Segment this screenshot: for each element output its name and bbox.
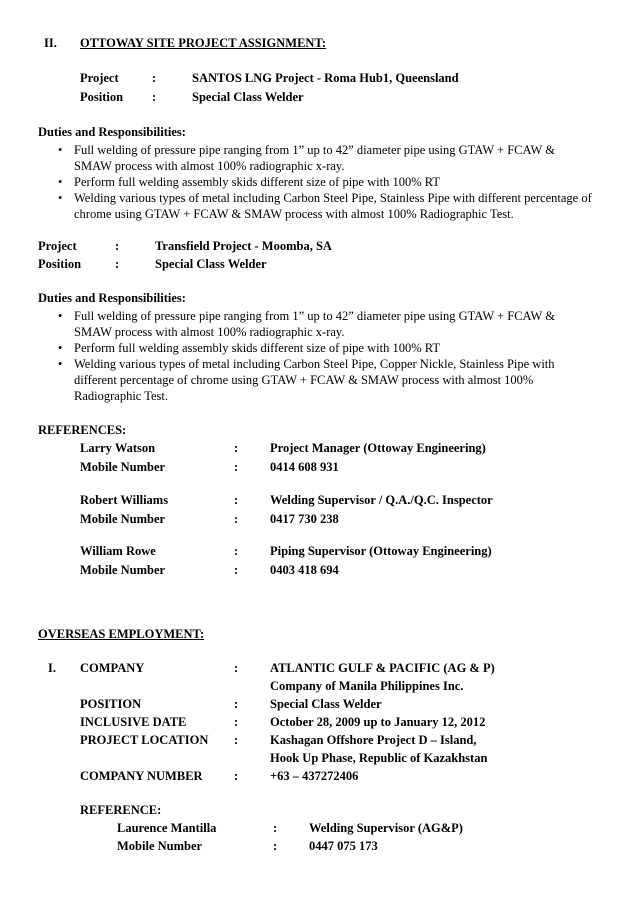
colon: : [115, 239, 120, 253]
colon: : [234, 697, 239, 711]
company-value: ATLANTIC GULF & PACIFIC (AG & P) [270, 661, 495, 675]
references-heading: REFERENCES: [38, 423, 127, 437]
colon: : [234, 769, 239, 783]
location-value-line2: Hook Up Phase, Republic of Kazakhstan [270, 751, 488, 765]
duty-item: • Welding various types of metal including Carbon Steel Pipe, Copper Nickle, Stainless Pipe with different percentage of chrome using GTAW + FCAW & SMAW process with almost 100% Radiographic Test. [58, 357, 555, 403]
bullet-icon: • [58, 191, 63, 205]
duty-item: • Perform full welding assembly skids different size of pipe with 100% RT [58, 175, 440, 189]
colon: : [152, 71, 157, 85]
location-value: Kashagan Offshore Project D – Island, [270, 733, 477, 747]
duties-list [50, 308, 585, 404]
section-numeral: I. [48, 661, 56, 675]
colon: : [273, 839, 278, 853]
colon: : [234, 441, 239, 455]
mobile-number: 0417 730 238 [270, 512, 339, 526]
position-value: Special Class Welder [155, 257, 267, 271]
company-label: COMPANY [80, 661, 145, 675]
reference-name: William Rowe [80, 544, 156, 558]
colon: : [234, 715, 239, 729]
colon: : [234, 733, 239, 747]
project-label: Project [80, 71, 119, 85]
colon: : [234, 563, 239, 577]
duty-item: • Welding various types of metal including Carbon Steel Pipe, Stainless Pipe with different percentage of chrome using GTAW + FCAW & SMAW process with almost 100% Radiographic Test. [58, 191, 592, 221]
reference-role: Welding Supervisor / Q.A./Q.C. Inspector [270, 493, 493, 507]
colon: : [273, 821, 278, 835]
overseas-heading: OVERSEAS EMPLOYMENT: [38, 627, 205, 641]
mobile-label: Mobile Number [80, 460, 166, 474]
project-label: Project [38, 239, 77, 253]
duty-item: • Perform full welding assembly skids different size of pipe with 100% RT [58, 341, 440, 355]
mobile-label: Mobile Number [117, 839, 203, 853]
colon: : [234, 512, 239, 526]
project-value: Transfield Project - Moomba, SA [155, 239, 332, 253]
reference-role: Welding Supervisor (AG&P) [309, 821, 463, 835]
duty-item: • Full welding of pressure pipe ranging from 1” up to 42” diameter pipe using GTAW + FCAW & SMAW process with almost 100% radiographic x-ray. [58, 309, 555, 339]
reference-name: Larry Watson [80, 441, 156, 455]
position-label: Position [38, 257, 82, 271]
colon: : [152, 90, 157, 104]
position-value: Special Class Welder [192, 90, 304, 104]
duty-item: • Full welding of pressure pipe ranging from 1” up to 42” diameter pipe using GTAW + FCAW & SMAW process with almost 100% radiographic x-ray. [58, 143, 555, 173]
duties-heading: Duties and Responsibilities: [38, 291, 186, 305]
mobile-number: 0414 608 931 [270, 460, 339, 474]
colon: : [234, 460, 239, 474]
reference-name: Laurence Mantilla [117, 821, 217, 835]
bullet-icon: • [58, 175, 63, 189]
section-heading: OTTOWAY SITE PROJECT ASSIGNMENT: [80, 36, 327, 50]
bullet-icon: • [58, 357, 63, 371]
company-number-label: COMPANY NUMBER [80, 769, 203, 783]
position-value: Special Class Welder [270, 697, 382, 711]
duties-list [50, 142, 595, 222]
mobile-label: Mobile Number [80, 563, 166, 577]
colon: : [234, 661, 239, 675]
colon: : [115, 257, 120, 271]
position-label: Position [80, 90, 124, 104]
section-numeral: II. [44, 36, 57, 50]
reference-role: Project Manager (Ottoway Engineering) [270, 441, 486, 455]
project-value: SANTOS LNG Project - Roma Hub1, Queensland [192, 71, 459, 85]
dates-value: October 28, 2009 up to January 12, 2012 [270, 715, 486, 729]
reference-heading: REFERENCE: [80, 803, 162, 817]
reference-role: Piping Supervisor (Ottoway Engineering) [270, 544, 492, 558]
reference-name: Robert Williams [80, 493, 169, 507]
company-number-value: +63 – 437272406 [270, 769, 359, 783]
bullet-icon: • [58, 143, 63, 157]
duties-heading: Duties and Responsibilities: [38, 125, 186, 139]
colon: : [234, 544, 239, 558]
bullet-icon: • [58, 309, 63, 323]
position-label: POSITION [80, 697, 142, 711]
location-label: PROJECT LOCATION [80, 733, 209, 747]
company-value-line2: Company of Manila Philippines Inc. [270, 679, 464, 693]
bullet-icon: • [58, 341, 63, 355]
colon: : [234, 493, 239, 507]
mobile-label: Mobile Number [80, 512, 166, 526]
dates-label: INCLUSIVE DATE [80, 715, 187, 729]
mobile-number: 0403 418 694 [270, 563, 339, 577]
mobile-number: 0447 075 173 [309, 839, 378, 853]
